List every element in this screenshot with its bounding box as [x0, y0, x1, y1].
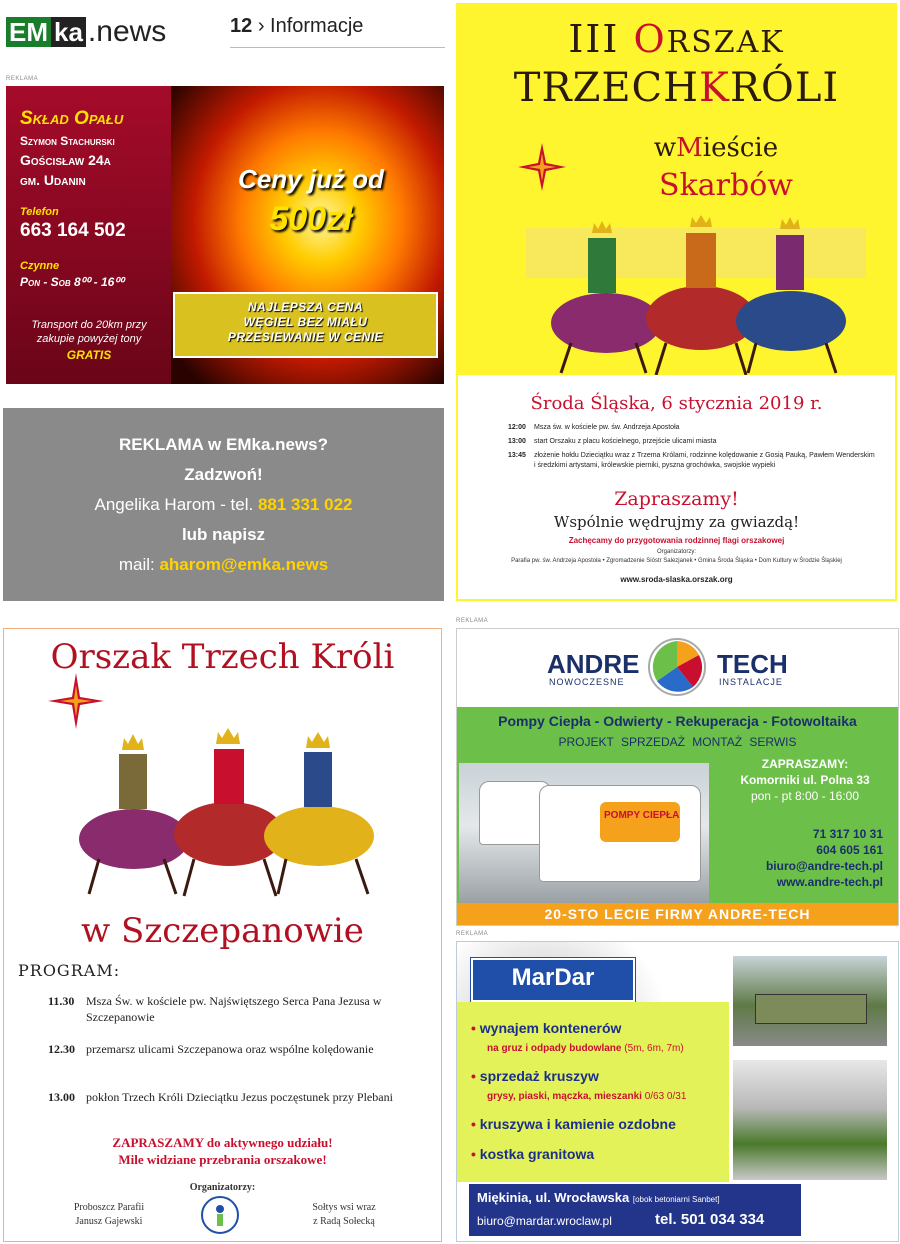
coal-ad-info-panel [6, 86, 171, 384]
andre-services: Pompy Ciepła - Odwierty - Rekuperacja - Fotowoltaika [498, 713, 857, 729]
coal-hours-label: Czynne [20, 260, 60, 272]
andre-phone2[interactable]: 604 605 161 [816, 843, 883, 857]
program-item [48, 993, 408, 1025]
grey-line5 [3, 550, 444, 580]
mardar-brand: MarDar [511, 964, 595, 991]
mardar-phone-line[interactable] [655, 1211, 764, 1228]
andre-name-left: ANDRE [547, 649, 640, 679]
andre-hours: pon - pt 8:00 - 16:00 [750, 789, 860, 803]
program-text: przemarsz ulicami Szczepanowa oraz wspólne kolędowanie [86, 1042, 374, 1056]
andre-tech-logo-icon [647, 637, 707, 697]
header-divider [230, 47, 445, 48]
container-photo [733, 956, 887, 1046]
yellow-url[interactable]: www.sroda-slaska.orszak.org [620, 575, 733, 584]
coal-owner: Szymon Stachurski [20, 134, 115, 148]
yellow-title-line2 [456, 65, 897, 111]
yellow-roman: III [568, 17, 620, 61]
star-icon [48, 673, 104, 729]
andre-tech-ad[interactable] [456, 628, 899, 926]
andre-web[interactable]: www.andre-tech.pl [776, 875, 883, 889]
association-logo-icon [200, 1195, 240, 1235]
three-kings-illustration [64, 724, 384, 904]
ad-label: REKLAMA [456, 931, 489, 937]
orszak-subtitle: w Szczepanowie [81, 911, 364, 951]
mardar-address: Miękinia, ul. Wrocławska [477, 1190, 630, 1205]
program-time: 13.00 [48, 1090, 75, 1104]
mardar-subitem [487, 1091, 686, 1102]
mardar-item2-sub: grysy, piaski, mączka, mieszanki [487, 1091, 642, 1102]
yellow-orszak-poster[interactable] [456, 3, 897, 601]
andre-email[interactable]: biuro@andre-tech.pl [765, 859, 883, 873]
ad-label: REKLAMA [456, 618, 489, 624]
mardar-item4: kostka granitowa [479, 1146, 595, 1162]
andre-name-right: TECH [717, 649, 788, 679]
mardar-email[interactable]: biuro@mardar.wroclaw.pl [477, 1214, 612, 1228]
yellow-org-label: Organizatorzy: [656, 549, 696, 555]
yellow-trzech: TRZECH [513, 65, 700, 111]
coal-band2: WĘGIEL BEZ MIAŁU [243, 315, 368, 329]
grey-line1: REKLAMA w EMka.news? [118, 435, 329, 454]
org-left2: Janusz Gajewski [75, 1216, 143, 1227]
andre-address: Komorniki ul. Polna 33 [740, 773, 870, 787]
orszak-org-left [44, 1201, 174, 1229]
andre-subservices: PROJEKT SPRZEDAŻ MONTAŻ SERWIS [558, 735, 797, 749]
andre-tag-right: INSTALACJE [719, 677, 783, 687]
page-header [230, 15, 363, 38]
logo-news: .news [87, 15, 167, 48]
andre-banner: 20-STO LECIE FIRMY ANDRE-TECH [457, 903, 898, 925]
grey-line3 [3, 490, 444, 520]
mardar-subitem [487, 1043, 684, 1054]
grey-line2: Zadzwoń! [184, 465, 263, 484]
yellow-motto: Wspólnie wędrujmy za gwiazdą! [553, 513, 800, 531]
logo-em: EM [6, 17, 51, 47]
bullet-icon: • [471, 1146, 480, 1162]
mardar-item2: sprzedaż kruszyw [479, 1068, 599, 1084]
yellow-w: w [653, 133, 677, 163]
mardar-item1-sizes: (5m, 6m, 7m) [624, 1043, 684, 1054]
yellow-o: O [633, 17, 667, 61]
grey-contact-name: Angelika Harom - tel. [94, 495, 258, 514]
coal-ad[interactable] [6, 86, 444, 384]
yellow-title-line1 [456, 17, 897, 61]
orszak-invite [4, 1134, 441, 1168]
page-number: 12 [230, 15, 253, 37]
mardar-address-line [477, 1190, 720, 1205]
mardar-item [471, 1020, 621, 1036]
coal-title: Skład Opału [20, 108, 124, 129]
schedule-time: 13:45 [508, 452, 526, 459]
yellow-title-line3 [556, 133, 876, 163]
yellow-roli: RÓLI [729, 65, 840, 111]
schedule-text: Msza św. w kościele pw. św. Andrzeja Apostoła [534, 424, 680, 431]
program-item [48, 1089, 408, 1105]
org-right2: z Radą Sołecką [313, 1216, 375, 1227]
andre-tag-left: NOWOCZESNE [549, 677, 625, 687]
coal-price-line1: Ceny już od [238, 164, 384, 194]
garden-stones-photo [733, 1060, 887, 1180]
coal-address2: gm. Udanin [20, 172, 86, 188]
org-left1: Proboszcz Parafii [73, 1202, 145, 1213]
grey-line4: lub napisz [181, 525, 266, 544]
schedule-time: 13:00 [508, 438, 526, 445]
star-icon [518, 143, 566, 191]
section-name: › Informacje [257, 15, 364, 37]
grey-advertise-ad[interactable] [3, 408, 444, 601]
yellow-m: M [676, 133, 703, 163]
three-kings-illustration [526, 203, 866, 378]
logo-ka: ka [51, 17, 86, 47]
program-time: 11.30 [48, 994, 75, 1008]
coal-hours: Pon - Sob 8⁰⁰ - 16⁰⁰ [20, 275, 124, 289]
org-right1: Sołtys wsi wraz [312, 1202, 376, 1213]
orszak-szczepanow-poster[interactable] [3, 628, 442, 1242]
andre-vans-photo [459, 763, 709, 903]
orszak-org-right [274, 1201, 414, 1229]
coal-band1: NAJLEPSZA CENA [247, 300, 364, 314]
schedule-row [508, 451, 878, 471]
bullet-icon: • [471, 1020, 480, 1036]
grey-email[interactable]: aharom@emka.news [159, 555, 329, 574]
mardar-item1-sub: na gruz i odpady budowlane [487, 1043, 622, 1054]
coal-address1: Gościsław 24a [20, 152, 111, 168]
van-image [539, 785, 701, 882]
mardar-item [471, 1116, 676, 1132]
yellow-iescie: ieście [702, 133, 779, 163]
yellow-karbow: karbów [679, 168, 793, 203]
coal-free: GRATIS [66, 348, 112, 362]
program-time: 12.30 [48, 1042, 75, 1056]
grey-mail-label: mail: [118, 555, 160, 574]
program-text: pokłon Trzech Króli Dzieciątku Jezus poczęstunek przy Plebani [86, 1090, 393, 1104]
program-item [48, 1041, 408, 1057]
orszak-invite1: ZAPRASZAMY do aktywnego udziału! [112, 1135, 333, 1150]
orszak-org-label: Organizatorzy: [189, 1182, 256, 1193]
van-text: POMPY CIEPŁA [604, 810, 680, 821]
yellow-s: S [659, 168, 680, 203]
schedule-text: złożenie hołdu Dzieciątku wraz z Trzema Królami, rodzinne kolędowanie z Gosią Pauką, Pawłem Wenderskim i średzkimi artystami, królewskie pierniki, pyszna grochówka, swojskie wypieki [534, 452, 875, 469]
ad-label: REKLAMA [6, 76, 39, 82]
yellow-rszak: RSZAK [666, 25, 785, 60]
mardar-item1: wynajem kontenerów [479, 1020, 622, 1036]
schedule-row [508, 437, 878, 447]
yellow-date: Środa Śląska, 6 stycznia 2019 r. [530, 393, 823, 414]
andre-phone1[interactable]: 71 317 10 31 [812, 827, 883, 841]
mardar-phone-label: tel. [655, 1211, 677, 1228]
coal-band3: PRZESIEWANIE W CENIE [227, 330, 384, 344]
mardar-item [471, 1068, 599, 1084]
orszak-invite2: Mile widziane przebrania orszakowe! [118, 1152, 327, 1167]
andre-invite: ZAPRASZAMY: [761, 757, 849, 771]
emka-logo[interactable] [6, 17, 166, 47]
schedule-time: 12:00 [508, 424, 526, 431]
mardar-address-note: [obok betoniarni Sanbet] [632, 1195, 720, 1204]
coal-phone: 663 164 502 [20, 220, 126, 241]
mardar-phone: 501 034 334 [680, 1211, 765, 1228]
mardar-contact-bar [469, 1184, 801, 1236]
yellow-org-text: Parafia pw. św. Andrzeja Apostoła • Zgromadzenie Sióstr Salezjanek • Gmina Środa Śląska • Dom Kultury w Środzie Śląskiej [511, 558, 842, 564]
yellow-schedule [508, 423, 878, 471]
program-text: Msza Św. w kościele pw. Najświętszego Serca Pana Jezusa w Szczepanowie [86, 994, 382, 1024]
mardar-ad[interactable] [456, 941, 899, 1242]
yellow-k: K [699, 65, 730, 111]
coal-transport: Transport do 20km przy zakupie powyżej tony [31, 319, 147, 345]
yellow-title-line4 [596, 168, 856, 203]
orszak-program-heading: PROGRAM: [18, 961, 121, 980]
coal-phone-label: Telefon [20, 206, 59, 218]
yellow-flag: Zachęcamy do przygotowania rodzinnej flagi orszakowej [568, 536, 785, 545]
mardar-item3: kruszywa i kamienie ozdobne [479, 1116, 676, 1132]
yellow-invite: Zapraszamy! [614, 488, 739, 510]
coal-price-line2: 500zł [269, 200, 353, 238]
orszak-title: Orszak Trzech Króli [50, 637, 395, 677]
mardar-item [471, 1146, 594, 1162]
grey-phone[interactable]: 881 331 022 [257, 495, 353, 514]
bullet-icon: • [471, 1068, 480, 1084]
mardar-item2-sizes: 0/63 0/31 [644, 1091, 687, 1102]
coal-yellow-band [173, 292, 438, 358]
bullet-icon: • [471, 1116, 480, 1132]
schedule-row [508, 423, 878, 433]
mardar-logo [471, 958, 635, 1002]
schedule-text: start Orszaku z placu kościelnego, przejście ulicami miasta [534, 438, 717, 445]
